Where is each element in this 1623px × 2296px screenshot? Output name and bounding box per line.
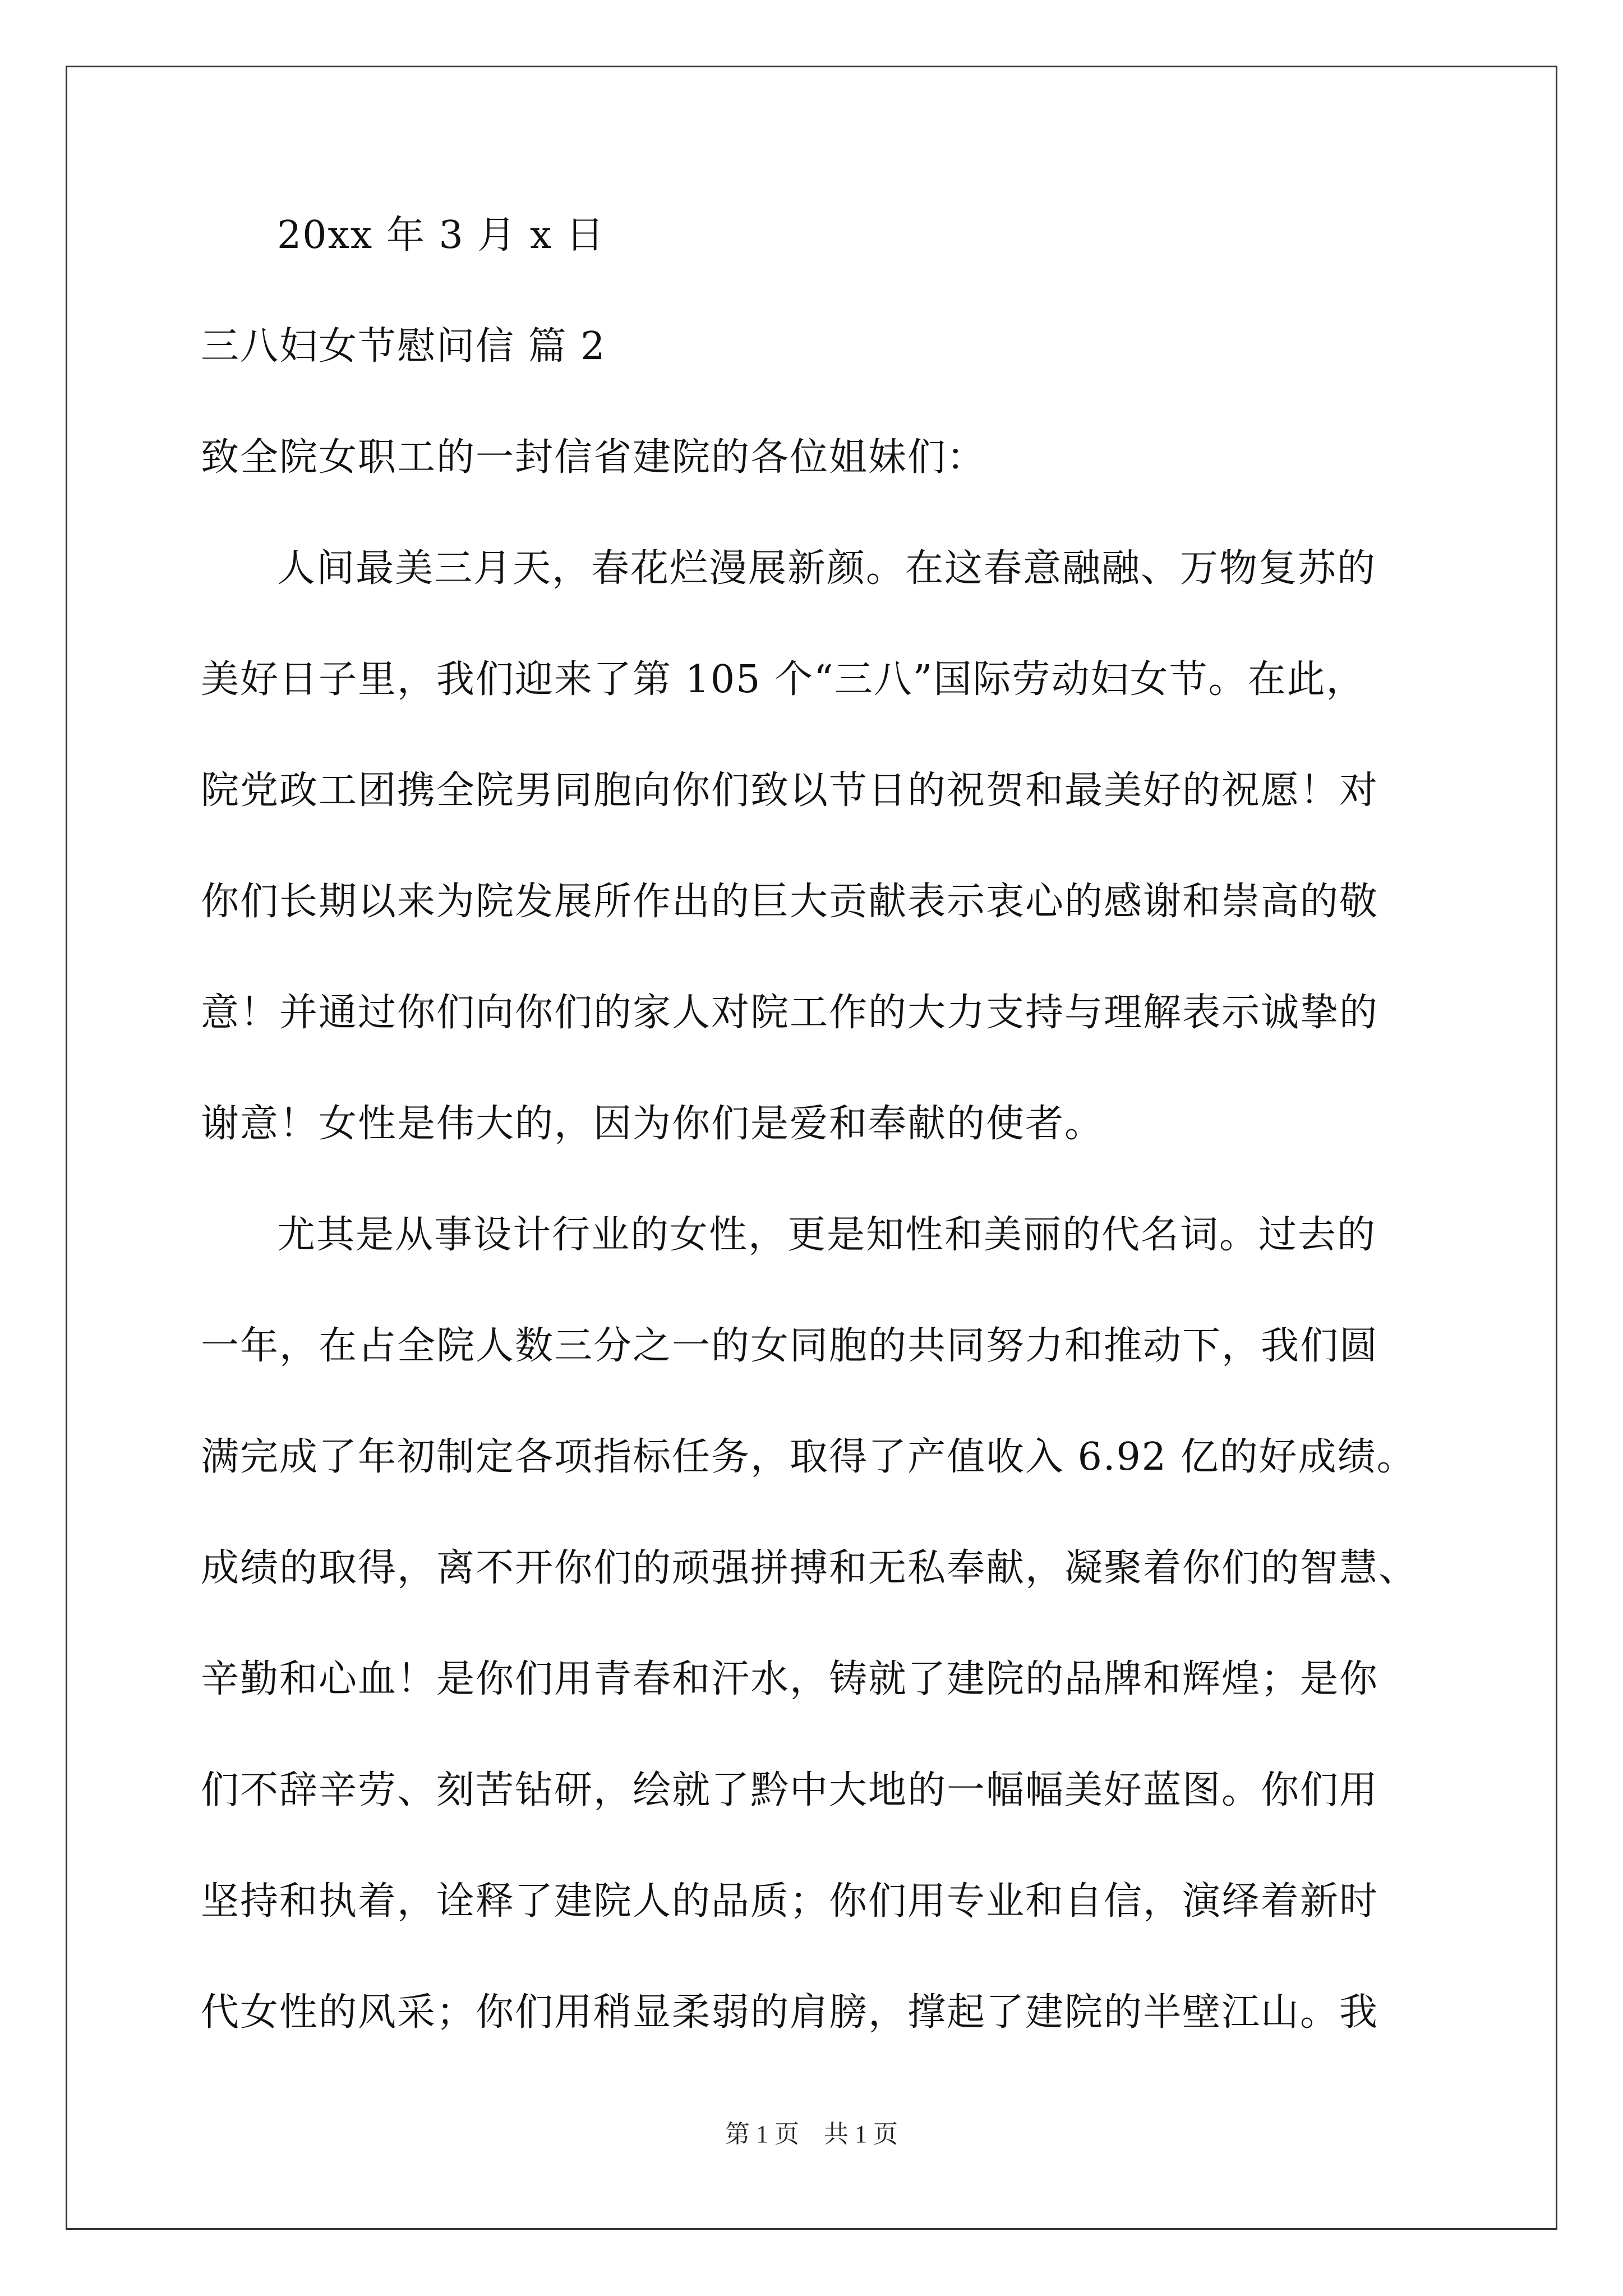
paragraph-line: 满完成了年初制定各项指标任务，取得了产值收入 6.92 亿的好成绩。 (201, 1435, 1416, 1479)
letter-heading: 三八妇女节慰问信 篇 2 (201, 324, 606, 369)
paragraph-line: 院党政工团携全院男同胞向你们致以节日的祝贺和最美好的祝愿！对 (201, 769, 1379, 813)
paragraph-line: 尤其是从事设计行业的女性，更是知性和美丽的代名词。过去的 (277, 1213, 1377, 1257)
date-line: 20xx 年 3 月 x 日 (277, 213, 605, 257)
salutation: 致全院女职工的一封信省建院的各位姐妹们： (201, 435, 986, 480)
paragraph-line: 一年，在占全院人数三分之一的女同胞的共同努力和推动下，我们圆 (201, 1324, 1379, 1368)
paragraph-line: 辛勤和心血！是你们用青春和汗水，铸就了建院的品牌和辉煌；是你 (201, 1657, 1379, 1701)
paragraph-line: 谢意！女性是伟大的，因为你们是爱和奉献的使者。 (201, 1102, 1104, 1146)
paragraph-line: 成绩的取得，离不开你们的顽强拼搏和无私奉献，凝聚着你们的智慧、 (201, 1546, 1418, 1590)
paragraph-line: 们不辞辛劳、刻苦钻研，绘就了黔中大地的一幅幅美好蓝图。你们用 (201, 1768, 1379, 1812)
paragraph-line: 坚持和执着，诠释了建院人的品质；你们用专业和自信，演绎着新时 (201, 1879, 1379, 1924)
paragraph-line: 意！并通过你们向你们的家人对院工作的大力支持与理解表示诚挚的 (201, 991, 1379, 1035)
page-footer: 第 1 页 共 1 页 (725, 2120, 898, 2148)
paragraph-line: 美好日子里，我们迎来了第 105 个“三八”国际劳动妇女节。在此， (201, 657, 1366, 702)
paragraph-line: 人间最美三月天，春花烂漫展新颜。在这春意融融、万物复苏的 (277, 546, 1377, 591)
paragraph-line: 代女性的风采；你们用稍显柔弱的肩膀，撑起了建院的半壁江山。我 (201, 1990, 1379, 2035)
paragraph-line: 你们长期以来为院发展所作出的巨大贡献表示衷心的感谢和崇高的敬 (201, 880, 1379, 924)
